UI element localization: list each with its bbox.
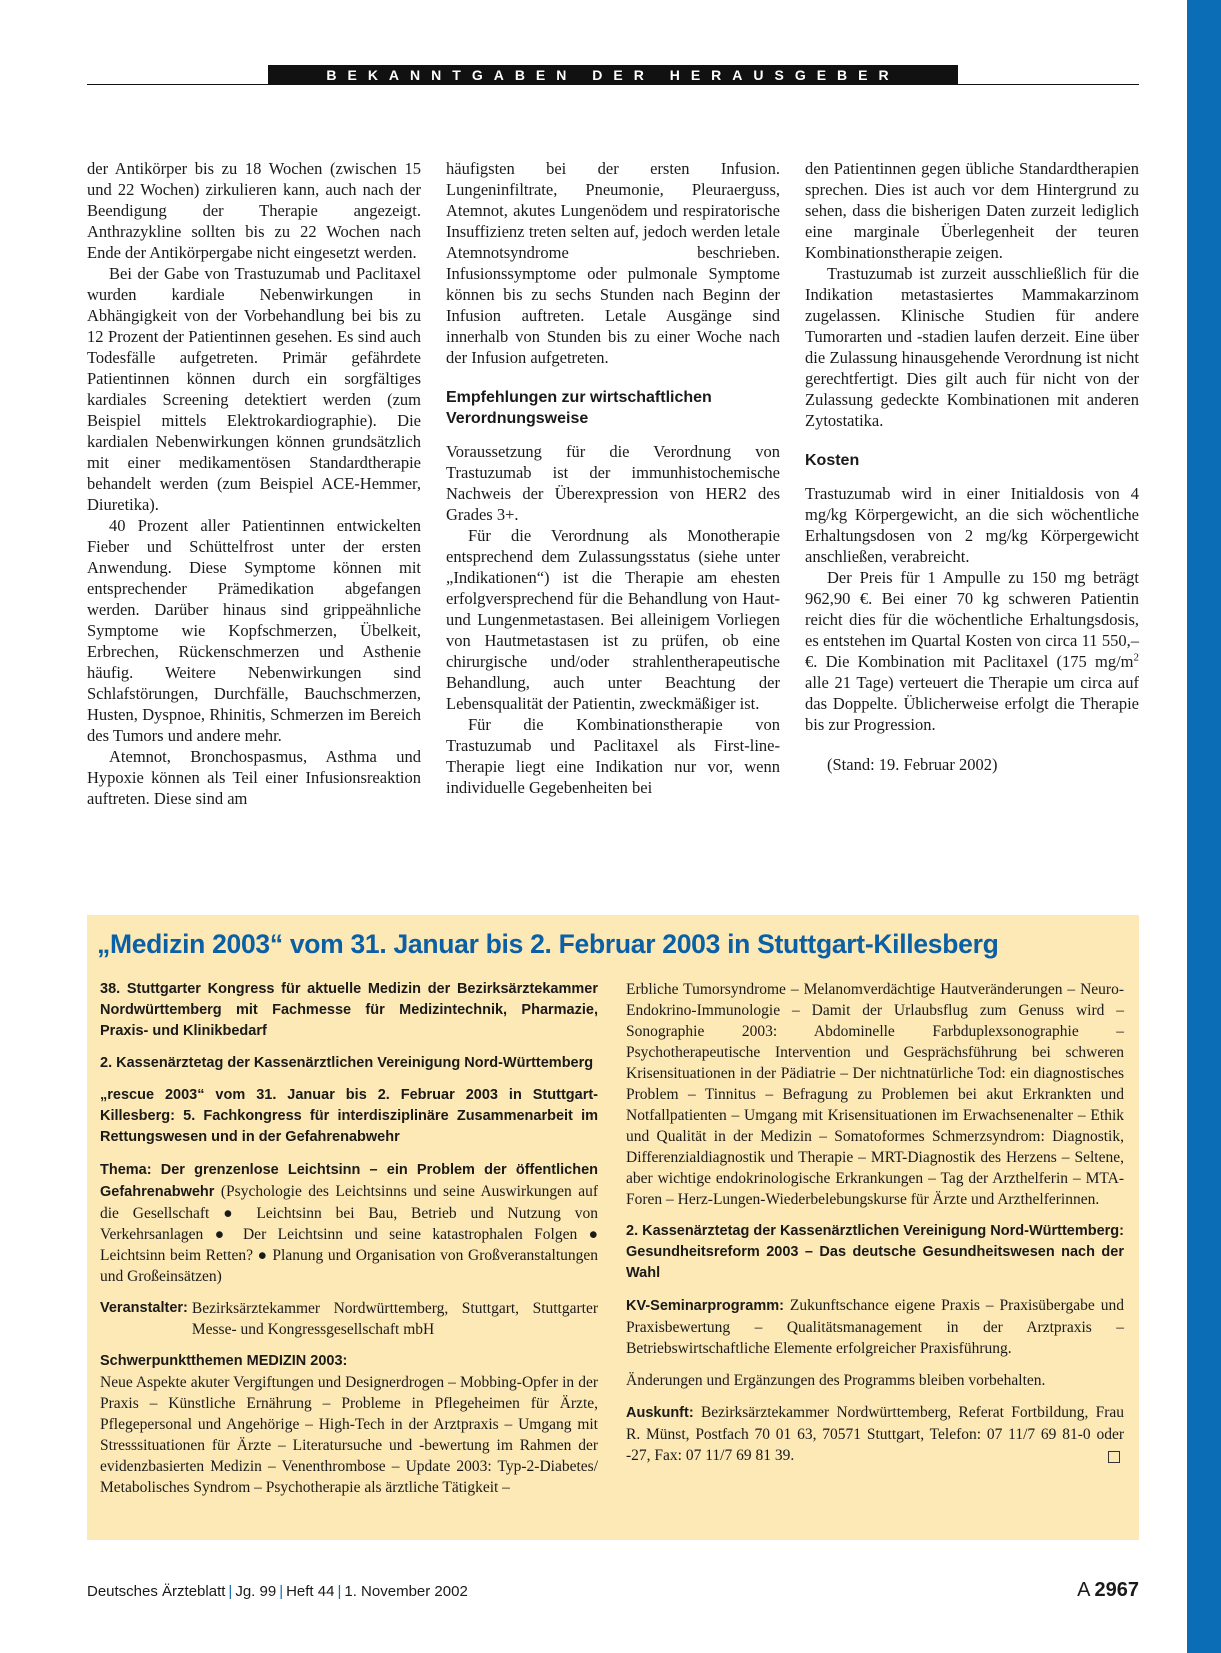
kassenaerztetag-line: 2. Kassenärztetag der Kassenärztlichen Vereinigung Nord-Württemberg: Gesundheitsreform 2003 – Das deutsche Gesundheitswesen nach der Wahl	[626, 1223, 1124, 1281]
page-number: A 2967	[1077, 1579, 1139, 1601]
paragraph: 40 Prozent aller Patientinnen entwickelten Fieber und Schüttelfrost unter der ersten Anwendung. Diese Symptome können mit entsprechender Prämedikation abgefangen werden. Darüber hinaus sind grippeähnliche Symptome wie Kopfschmerzen, Übelkeit, Erbrechen, Rückenschmerzen und Asthenie häufig. Weitere Nebenwirkungen sind Schlafstörungen, Durchfälle, Bauchschmerzen, Husten, Dyspnoe, Rhinitis, Schmerzen im Bereich des Tumors und andere mehr.	[87, 516, 421, 745]
schwerpunkt-label: Schwerpunktthemen MEDIZIN 2003:	[100, 1353, 348, 1369]
paragraph: Für die Verordnung als Monotherapie entsprechend dem Zulassungsstatus (siehe unter „Indikationen“) ist die Therapie am ehesten erfolgversprechend für die Behandlung von Haut- und Lungenmetastasen. Bei alleinigem Vorliegen von Hautmetastasen ist zu prüfen, ob eine chirurgische und/oder strahlentherapeutische Behandlung, auch unter Beachtung der Lebensqualität der Patientin, zweckmäßiger ist.	[446, 526, 780, 713]
paragraph: Für die Kombinationstherapie von Trastuzumab und Paclitaxel als First-line-Therapie liegt eine Indikation nur vor, wenn individuelle Gegebenheiten bei	[446, 715, 780, 797]
issue-date: 1. November 2002	[344, 1583, 468, 1600]
box-title: „Medizin 2003“ vom 31. Januar bis 2. Februar 2003 in Stuttgart-Killesberg	[97, 929, 999, 959]
paragraph: den Patientinnen gegen übliche Standardtherapien sprechen. Dies ist auch vor dem Hintergrund zu sehen, dass die bisherigen Daten zurzeit lediglich eine marginale Überlegenheit der teuren Kombinationstherapie zeigen.	[805, 159, 1139, 262]
footer-citation: Deutsches Ärzteblatt | Jg. 99 | Heft 44 | 1. November 2002	[87, 1583, 468, 1600]
paragraph: Erbliche Tumorsyndrome – Melanomverdächtige Hautveränderungen – Neuro-Endokrino-Immunologie – Damit der Urlaubsflug zum Genuss wird – Sonographie 2003: Abdominelle Farbduplexsonographie – Psychotherapeutische Intervention und Gesprächsführung bei schweren Krisensituationen in der Pädiatrie – Der nichtnatürliche Tod: ein diagnostisches Problem – Tinnitus – Befragung zu Problemen bei akut Erkrankten und Notfallpatienten – Umgang mit Krisensituationen im Erwachsenenalter – Ethik und Qualität in der Medizin – Somatoformes Schmerzsyndrom: Diagnostik, Differenzialdiagnostik und Therapie – MRT-Diagnostik des Herzens – Seltene, aber wichtige endokrinologische Erkrankungen – Tag der Arzthelferin – MTA-Foren – Herz-Lungen-Wiederbelebungskurse für Ärzte und Arzthelferinnen.	[626, 981, 1124, 1208]
box-column-1	[100, 979, 598, 1509]
veranstalter-label: Veranstalter:	[100, 1300, 188, 1316]
veranstalter-row	[100, 1298, 598, 1340]
article-column-2	[446, 158, 780, 798]
section-header: BEKANNTGABEN DER HERAUSGEBER	[268, 65, 958, 85]
congress-line: 2. Kassenärztetag der Kassenärztlichen Vereinigung Nord-Württemberg	[100, 1055, 594, 1071]
event-announcement-box	[87, 915, 1139, 1540]
side-color-bar	[1187, 0, 1221, 1653]
section-heading-kosten: Kosten	[805, 452, 860, 469]
issue: Heft 44	[286, 1583, 335, 1600]
box-column-2	[626, 979, 1124, 1477]
end-mark-icon	[1108, 1451, 1120, 1463]
paragraph: Voraussetzung für die Verordnung von Trastuzumab ist der immunhistochemische Nachweis der Überexpression von HER2 des Grades 3+.	[446, 442, 780, 524]
status-date: (Stand: 19. Februar 2002)	[827, 755, 998, 774]
paragraph: Atemnot, Bronchospasmus, Asthma und Hypoxie können als Teil einer Infusionsreaktion auftreten. Diese sind am	[87, 747, 421, 808]
kv-paragraph: KV-Seminarprogramm: Zukunftschance eigene Praxis – Praxisübergabe und Praxisbewertung – Qualitätsmanagement in der Arztpraxis – Betriebswirtschaftliche Elemente erfolgreicher Praxisführung.	[626, 1297, 1124, 1357]
auskunft-paragraph: Auskunft: Bezirksärztekammer Nordwürttemberg, Referat Fortbildung, Frau R. Münst, Postfach 70 01 63, 70571 Stuttgart, Telefon: 07 11/7 69 81-0 oder -27, Fax: 07 11/7 69 81 39.	[626, 1404, 1124, 1464]
veranstalter-text: Bezirksärztekammer Nordwürttemberg, Stuttgart, Stuttgarter Messe- und Kongressgesellschaft mbH	[191, 1300, 598, 1338]
schwerpunkt-text: Neue Aspekte akuter Vergiftungen und Designerdrogen – Mobbing-Opfer in der Praxis – Künstliche Ernährung – Probleme in Pflegeheimen für Ärzte, Pflegepersonal und Angehörige – High-Tech in der Arztpraxis – Umgang mit Stresssituationen für Ärzte – Literatursuche und -bewertung im Rahmen der evidenzbasierten Medizin – Venenthrombose – Update 2003: Typ-2-Diabetes/ Metabolisches Syndrom – Psychotherapie als ärztliche Tätigkeit –	[100, 1374, 598, 1496]
header-rule	[87, 84, 1139, 85]
paragraph: der Antikörper bis zu 18 Wochen (zwischen 15 und 22 Wochen) zirkulieren kann, auch nach der Beendigung der Therapie angezeigt. Anthrazykline sollten bis zu 22 Wochen nach Ende der Antikörpergabe nicht eingesetzt werden.	[87, 159, 421, 262]
paragraph: Der Preis für 1 Ampulle zu 150 mg beträgt 962,90 €. Bei einer 70 kg schweren Patientin reicht dies für die wöchentliche Erhaltungsdosis, es entstehen im Quartal Kosten von circa 11 550,– €. Die Kombination mit Paclitaxel (175 $mg/m^2$ alle 21 Tage) verteuert die Therapie um circa auf das Doppelte. Üblicherweise erfolgt die Therapie bis zur Progression.	[805, 568, 1139, 734]
volume: Jg. 99	[235, 1583, 277, 1600]
paragraph: Bei der Gabe von Trastuzumab und Paclitaxel wurden kardiale Nebenwirkungen in Abhängigkeit von der Vorbehandlung bei bis zu 12 Prozent der Patientinnen gesehen. Es sind auch Todesfälle aufgetreten. Primär gefährdete Patientinnen können durch ein sorgfältiges kardiales Screening detektiert werden (zum Beispiel mittels Elektrokardiographie). Die kardialen Nebenwirkungen können grundsätzlich mit einer medikamentösen Standardtherapie behandelt werden (zum Beispiel ACE-Hemmer, Diuretika).	[87, 264, 421, 514]
paragraph: Trastuzumab ist zurzeit ausschließlich für die Indikation metastasiertes Mammakarzinom zugelassen. Klinische Studien für andere Tumorarten und -stadien laufen derzeit. Eine über die Zulassung hinausgehende Verordnung ist nicht gerechtfertigt. Dies gilt auch für nicht von der Zulassung gedeckte Kombinationen mit anderen Zytostatika.	[805, 264, 1139, 430]
journal-name: Deutsches Ärzteblatt	[87, 1583, 226, 1600]
paragraph: Trastuzumab wird in einer Initialdosis von 4 mg/kg Körpergewicht, an die sich wöchentliche Erhaltungsdosen von 2 mg/kg Körpergewicht anschließen, verabreicht.	[805, 484, 1139, 566]
thema-paragraph: Thema: Der grenzenlose Leichtsinn – ein Problem der öffentlichen Gefahrenabwehr (Psychologie des Leichtsinns und seine Auswirkungen auf die Gesellschaft ● Leichtsinn bei Bau, Betrieb und Nutzung von Verkehrsanlagen ● Der Leichtsinn und seine katastrophalen Folgen ● Leichtsinn beim Retten? ● Planung und Organisation von Großveranstaltungen und Großeinsätzen)	[100, 1162, 598, 1285]
section-heading: Empfehlungen zur wirtschaftlichen Verordnungsweise	[446, 389, 712, 427]
congress-line: 38. Stuttgarter Kongress für aktuelle Medizin der Bezirksärztekammer Nordwürttemberg mit Fachmesse für Medizintechnik, Pharmazie, Praxis- und Klinikbedarf	[100, 981, 598, 1039]
article-column-3	[805, 158, 1139, 775]
paragraph: Änderungen und Ergänzungen des Programms bleiben vorbehalten.	[626, 1372, 1046, 1389]
congress-line: „rescue 2003“ vom 31. Januar bis 2. Februar 2003 in Stuttgart-Killesberg: 5. Fachkongress für interdisziplinäre Zusammenarbeit im Rettungswesen und in der Gefahrenabwehr	[100, 1087, 598, 1145]
paragraph: häufigsten bei der ersten Infusion. Lungeninfiltrate, Pneumonie, Pleuraerguss, Atemnot, akutes Lungenödem und respiratorische Insuffizienz treten selten auf, jedoch werden letale Atemnotsyndrome beschrieben. Infusionssymptome oder pulmonale Symptome können bis zu sechs Stunden nach Beginn der Infusion auftreten. Letale Ausgänge sind innerhalb von Stunden bis zu einer Woche nach der Infusion aufgetreten.	[446, 159, 780, 367]
article-column-1	[87, 158, 421, 809]
